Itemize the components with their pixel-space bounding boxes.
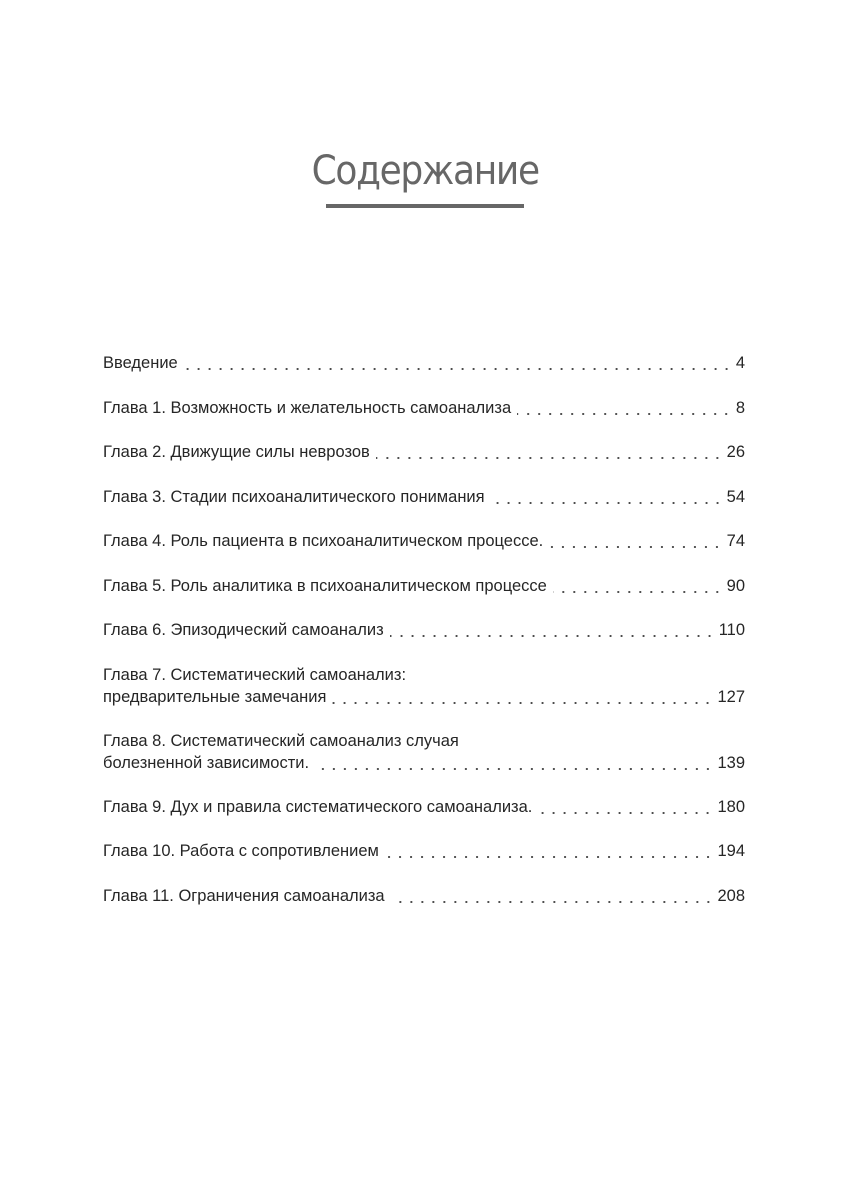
toc-entry-chapter-5[interactable] xyxy=(103,575,745,597)
toc-entry-label-line1: Глава 8. Систематический самоанализ случая xyxy=(103,731,459,750)
toc-entry-label: Глава 1. Возможность и желательность самоанализа xyxy=(103,398,512,417)
toc-entry-page: 74 xyxy=(726,532,745,550)
toc-entry-chapter-9[interactable] xyxy=(103,796,745,818)
dot-leader xyxy=(376,457,723,459)
page-title: Содержание xyxy=(311,148,539,194)
toc-entry-chapter-1[interactable] xyxy=(103,397,745,419)
toc-entry-label: Введение xyxy=(103,354,178,372)
toc-entry-label: Глава 3. Стадии психоаналитического понимания xyxy=(103,487,485,506)
toc-entry-page: 4 xyxy=(735,354,745,372)
toc-entry-chapter-8[interactable] xyxy=(103,730,745,774)
toc-entry-chapter-7[interactable] xyxy=(103,664,745,708)
toc-entry-page: 90 xyxy=(726,576,745,595)
toc-entry-label: Глава 10. Работа с сопротивлением xyxy=(103,842,379,860)
title-underline xyxy=(326,204,524,208)
dot-leader xyxy=(390,635,715,637)
toc-entry-chapter-10[interactable] xyxy=(103,840,745,862)
toc-entry-page: 54 xyxy=(726,487,745,506)
toc-entry-label-line2: предварительные замечания xyxy=(103,687,327,706)
toc-entry-label: Глава 6. Эпизодический самоанализ xyxy=(103,621,384,639)
toc-entry-label: Глава 5. Роль аналитика в психоаналитическом процессе xyxy=(103,576,547,595)
dot-leader xyxy=(391,901,714,903)
table-of-contents xyxy=(103,352,745,929)
toc-entry-page: 194 xyxy=(717,842,745,860)
toc-entry-page: 139 xyxy=(717,753,745,772)
toc-entry-chapter-3[interactable] xyxy=(103,486,745,508)
toc-entry-label: Глава 4. Роль пациента в психоаналитическом процессе. xyxy=(103,532,544,550)
dot-leader xyxy=(315,768,713,770)
toc-entry-page: 26 xyxy=(726,443,745,461)
toc-entry-line2 xyxy=(103,686,745,708)
toc-entry-page: 208 xyxy=(717,886,745,905)
title-wrapper xyxy=(0,143,850,199)
toc-entry-introduction[interactable] xyxy=(103,352,745,374)
dot-leader xyxy=(332,702,713,704)
toc-entry-label-line1: Глава 7. Систематический самоанализ: xyxy=(103,665,407,684)
toc-entry-page: 127 xyxy=(717,687,745,706)
toc-entry-label: Глава 9. Дух и правила систематического самоанализа. xyxy=(103,797,533,816)
dot-leader xyxy=(553,591,723,593)
dot-leader xyxy=(385,856,714,858)
toc-entry-chapter-11[interactable] xyxy=(103,885,745,907)
toc-entry-label: Глава 2. Движущие силы неврозов xyxy=(103,443,370,461)
toc-entry-label-line2: болезненной зависимости. xyxy=(103,753,310,772)
toc-entry-page: 180 xyxy=(717,797,745,816)
toc-entry-line2 xyxy=(103,752,745,774)
dot-leader xyxy=(491,502,723,504)
toc-entry-chapter-2[interactable] xyxy=(103,441,745,463)
toc-entry-page: 8 xyxy=(735,398,745,417)
dot-leader xyxy=(184,368,732,370)
dot-leader xyxy=(549,546,722,548)
dot-leader xyxy=(538,812,713,814)
toc-entry-label: Глава 11. Ограничения самоанализа xyxy=(103,886,385,905)
toc-entry-page: 110 xyxy=(718,621,745,639)
toc-entry-chapter-4[interactable] xyxy=(103,530,745,552)
dot-leader xyxy=(517,413,732,415)
toc-entry-chapter-6[interactable] xyxy=(103,619,745,641)
